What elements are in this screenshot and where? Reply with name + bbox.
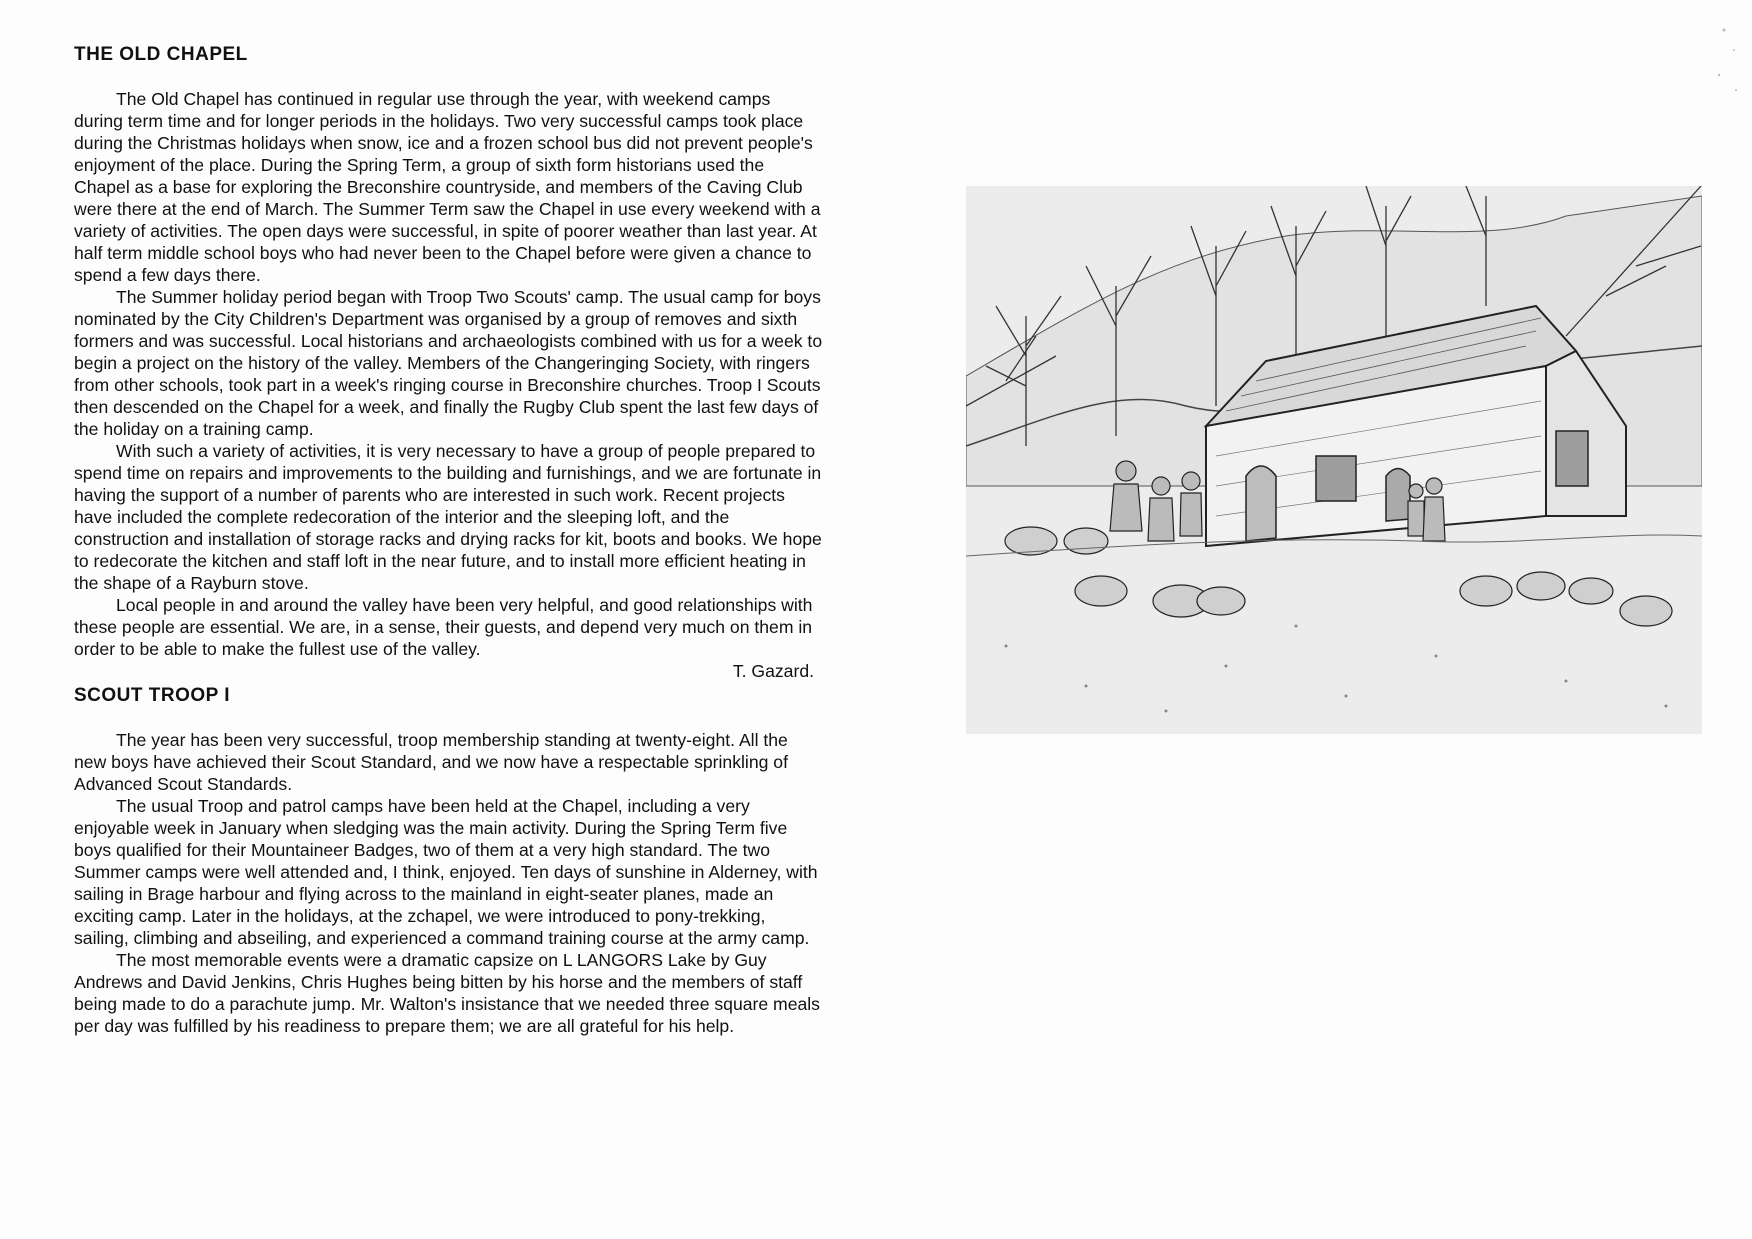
chapel-heading: THE OLD CHAPEL bbox=[74, 44, 248, 65]
scouts-paragraph-3: The most memorable events were a dramatic capsize on L LANGORS Lake by Guy Andrews and David Jenkins, Chris Hughes being bitten by his horse and the members of staff being made to do a parachute jump. Mr. Walton's insistance that we needed three square meals per day was fulfilled by his readiness to prepare them; we are all grateful for his help. bbox=[74, 950, 820, 1036]
scouts-paragraph-2: The usual Troop and patrol camps have been held at the Chapel, including a very enjoyable week in January when sledging was the main activity. During the Spring Term five boys qualified for their Mountaineer Badges, two of them at a very high standard. The two Summer camps were well attended and, I think, enjoyed. Ten days of sunshine in Alderney, with sailing in Brage harbour and flying across to the mainland in eight-seater planes, made an exciting camp. Later in the holidays, at the zchapel, we were introduced to pony-trekking, sailing, climbing and abseiling, and experienced a command training course at the army camp. bbox=[74, 796, 818, 948]
chapel-paragraph-2: The Summer holiday period began with Troop Two Scouts' camp. The usual camp for boys nominated by the City Children's Department was organised by a group of removes and sixth formers and was successful. Local historians and archaeologists combined with us for a week to begin a project on the history of the valley. Members of the Changeringing Society, with ringers from other schools, took part in a week's ringing course in Breconshire churches. Troop I Scouts then descended on the Chapel for a week, and finally the Rugby Club spent the last few days of the holiday on a training camp. bbox=[74, 287, 823, 439]
chapel-signature: T. Gazard. bbox=[732, 661, 814, 681]
chapel-paragraph-4: Local people in and around the valley have been very helpful, and good relationships with these people are essential. We are, in a sense, their guests, and depend very much on them in order to be able to make the fullest use of the valley. bbox=[74, 595, 813, 659]
scouts-heading: SCOUT TROOP I bbox=[74, 685, 231, 706]
chapel-sketch bbox=[966, 186, 1702, 734]
chapel-paragraph-3: With such a variety of activities, it is very necessary to have a group of people prepared to spend time on repairs and improvements to the building and furnishings, and we are fortunate in having the support of a number of parents who are interested in such work. Recent projects have included the complete redecoration of the interior and the sleeping loft, and the construction and installation of storage racks and drying racks for kit, boots and books. We hope to redecorate the kitchen and staff loft in the near future, and to install more efficient heating in the shape of a Rayburn stove. bbox=[74, 441, 822, 593]
chapel-section bbox=[74, 44, 824, 1037]
scouts-paragraph-1: The year has been very successful, troop membership standing at twenty-eight. All the new boys have achieved their Scout Standard, and we now have a respectable sprinkling of Advanced Scout Standards. bbox=[74, 730, 788, 794]
chapel-illustration bbox=[966, 186, 1702, 734]
chapel-paragraph-1: The Old Chapel has continued in regular use through the year, with weekend camps during term time and for longer periods in the holidays. Two very successful camps took place during the Christmas holidays when snow, ice and a frozen school bus did not prevent people's enjoyment of the place. During the Spring Term, a group of sixth form historians used the Chapel as a base for exploring the Breconshire countryside, and members of the Caving Club were there at the end of March. The Summer Term saw the Chapel in use every weekend with a variety of activities. The open days were successful, in spite of poorer weather than last year. At half term middle school boys who had never been to the Chapel before were given a chance to spend a few days there. bbox=[74, 89, 821, 285]
scan-specks bbox=[1684, 20, 1744, 110]
